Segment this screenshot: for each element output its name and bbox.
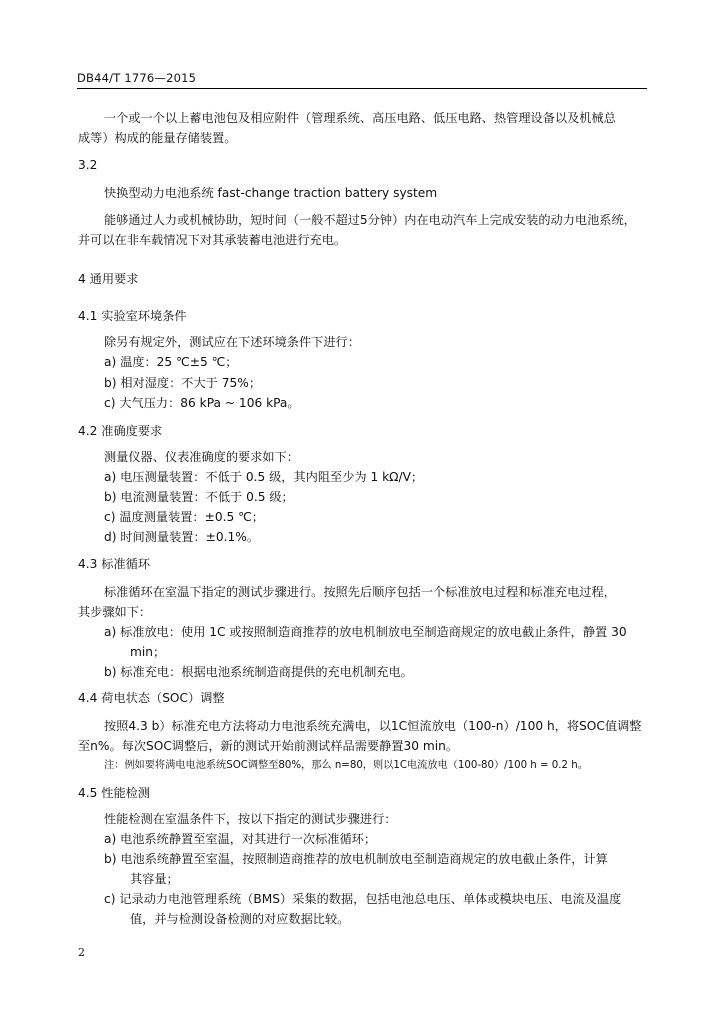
definition-line: 能够通过人力或机械协助，短时间（一般不超过5分钟）内在电动汽车上完成安装的动力电池系统， <box>104 213 636 227</box>
section-heading-4-1: 4.1 实验室环境条件 <box>78 309 187 323</box>
list-item: b) 标准充电：根据电池系统制造商提供的充电机制充电。 <box>104 665 413 679</box>
list-item: c) 记录动力电池管理系统（BMS）采集的数据，包括电池总电压、单体或模块电压、电流及温度 <box>104 892 622 906</box>
note-line: 注：例如要将满电电池系统SOC调整至80%，那么 n=80，则以1C电流放电（100-80）/100 h = 0.2 h。 <box>104 760 588 771</box>
paragraph-line: 按照4.3 b）标准充电方法将动力电池系统充满电，以1C恒流放电（100-n）/100 h，将SOC值调整 <box>104 719 642 733</box>
paragraph-line: 除另有规定外，测试应在下述环境条件下进行： <box>104 335 360 349</box>
paragraph-line: 至n%。每次SOC调整后，新的测试开始前测试样品需要静置30 min。 <box>78 739 459 753</box>
section-heading-4-4: 4.4 荷电状态（SOC）调整 <box>78 691 225 705</box>
list-item-continuation: min； <box>130 645 166 659</box>
list-item: b) 电池系统静置至室温，按照制造商推荐的放电机制放电至制造商规定的放电截止条件，计算 <box>104 852 608 866</box>
list-item: a) 温度：25 ℃±5 ℃； <box>104 355 238 369</box>
page-number: 2 <box>78 946 85 959</box>
paragraph-line: 测量仪器、仪表准确度的要求如下： <box>104 450 299 464</box>
definition-line: 并可以在非车载情况下对其承装蓄电池进行充电。 <box>78 233 347 247</box>
paragraph-line: 性能检测在室温条件下，按以下指定的测试步骤进行： <box>104 812 397 826</box>
section-heading-4-3: 4.3 标准循环 <box>78 557 151 571</box>
document-code-header: DB44/T 1776—2015 <box>77 71 197 85</box>
list-item: a) 电池系统静置至室温，对其进行一次标准循环； <box>104 832 377 846</box>
term-title: 快换型动力电池系统 fast-change traction battery system <box>104 186 438 200</box>
section-number-3-2: 3.2 <box>78 158 98 172</box>
list-item: a) 标准放电：使用 1C 或按照制造商推荐的放电机制放电至制造商规定的放电截止条件，静置 30 <box>104 625 627 639</box>
section-heading-4-5: 4.5 性能检测 <box>78 786 151 800</box>
list-item: c) 大气压力：86 kPa ~ 106 kPa。 <box>104 396 300 410</box>
list-item-continuation: 其容量； <box>130 872 179 886</box>
chapter-heading-4: 4 通用要求 <box>78 272 139 286</box>
list-item: a) 电压测量装置：不低于 0.5 级，其内阻至少为 1 kΩ/V； <box>104 470 424 484</box>
paragraph-line: 成等）构成的能量存储装置。 <box>78 131 237 145</box>
paragraph-line: 标准循环在室温下指定的测试步骤进行。按照先后顺序包括一个标准放电过程和标准充电过程， <box>104 585 616 599</box>
list-item-continuation: 值，并与检测设备检测的对应数据比较。 <box>130 912 350 926</box>
list-item: b) 电流测量装置：不低于 0.5 级； <box>104 490 294 504</box>
paragraph-line: 一个或一个以上蓄电池包及相应附件（管理系统、高压电路、低压电路、热管理设备以及机械总 <box>104 111 616 125</box>
list-item: b) 相对湿度：不大于 75%； <box>104 376 262 390</box>
header-rule <box>77 88 647 89</box>
paragraph-line: 其步骤如下： <box>78 605 152 619</box>
section-heading-4-2: 4.2 准确度要求 <box>78 424 163 438</box>
list-item: d) 时间测量装置：±0.1%。 <box>104 530 260 544</box>
list-item: c) 温度测量装置：±0.5 ℃； <box>104 510 264 524</box>
